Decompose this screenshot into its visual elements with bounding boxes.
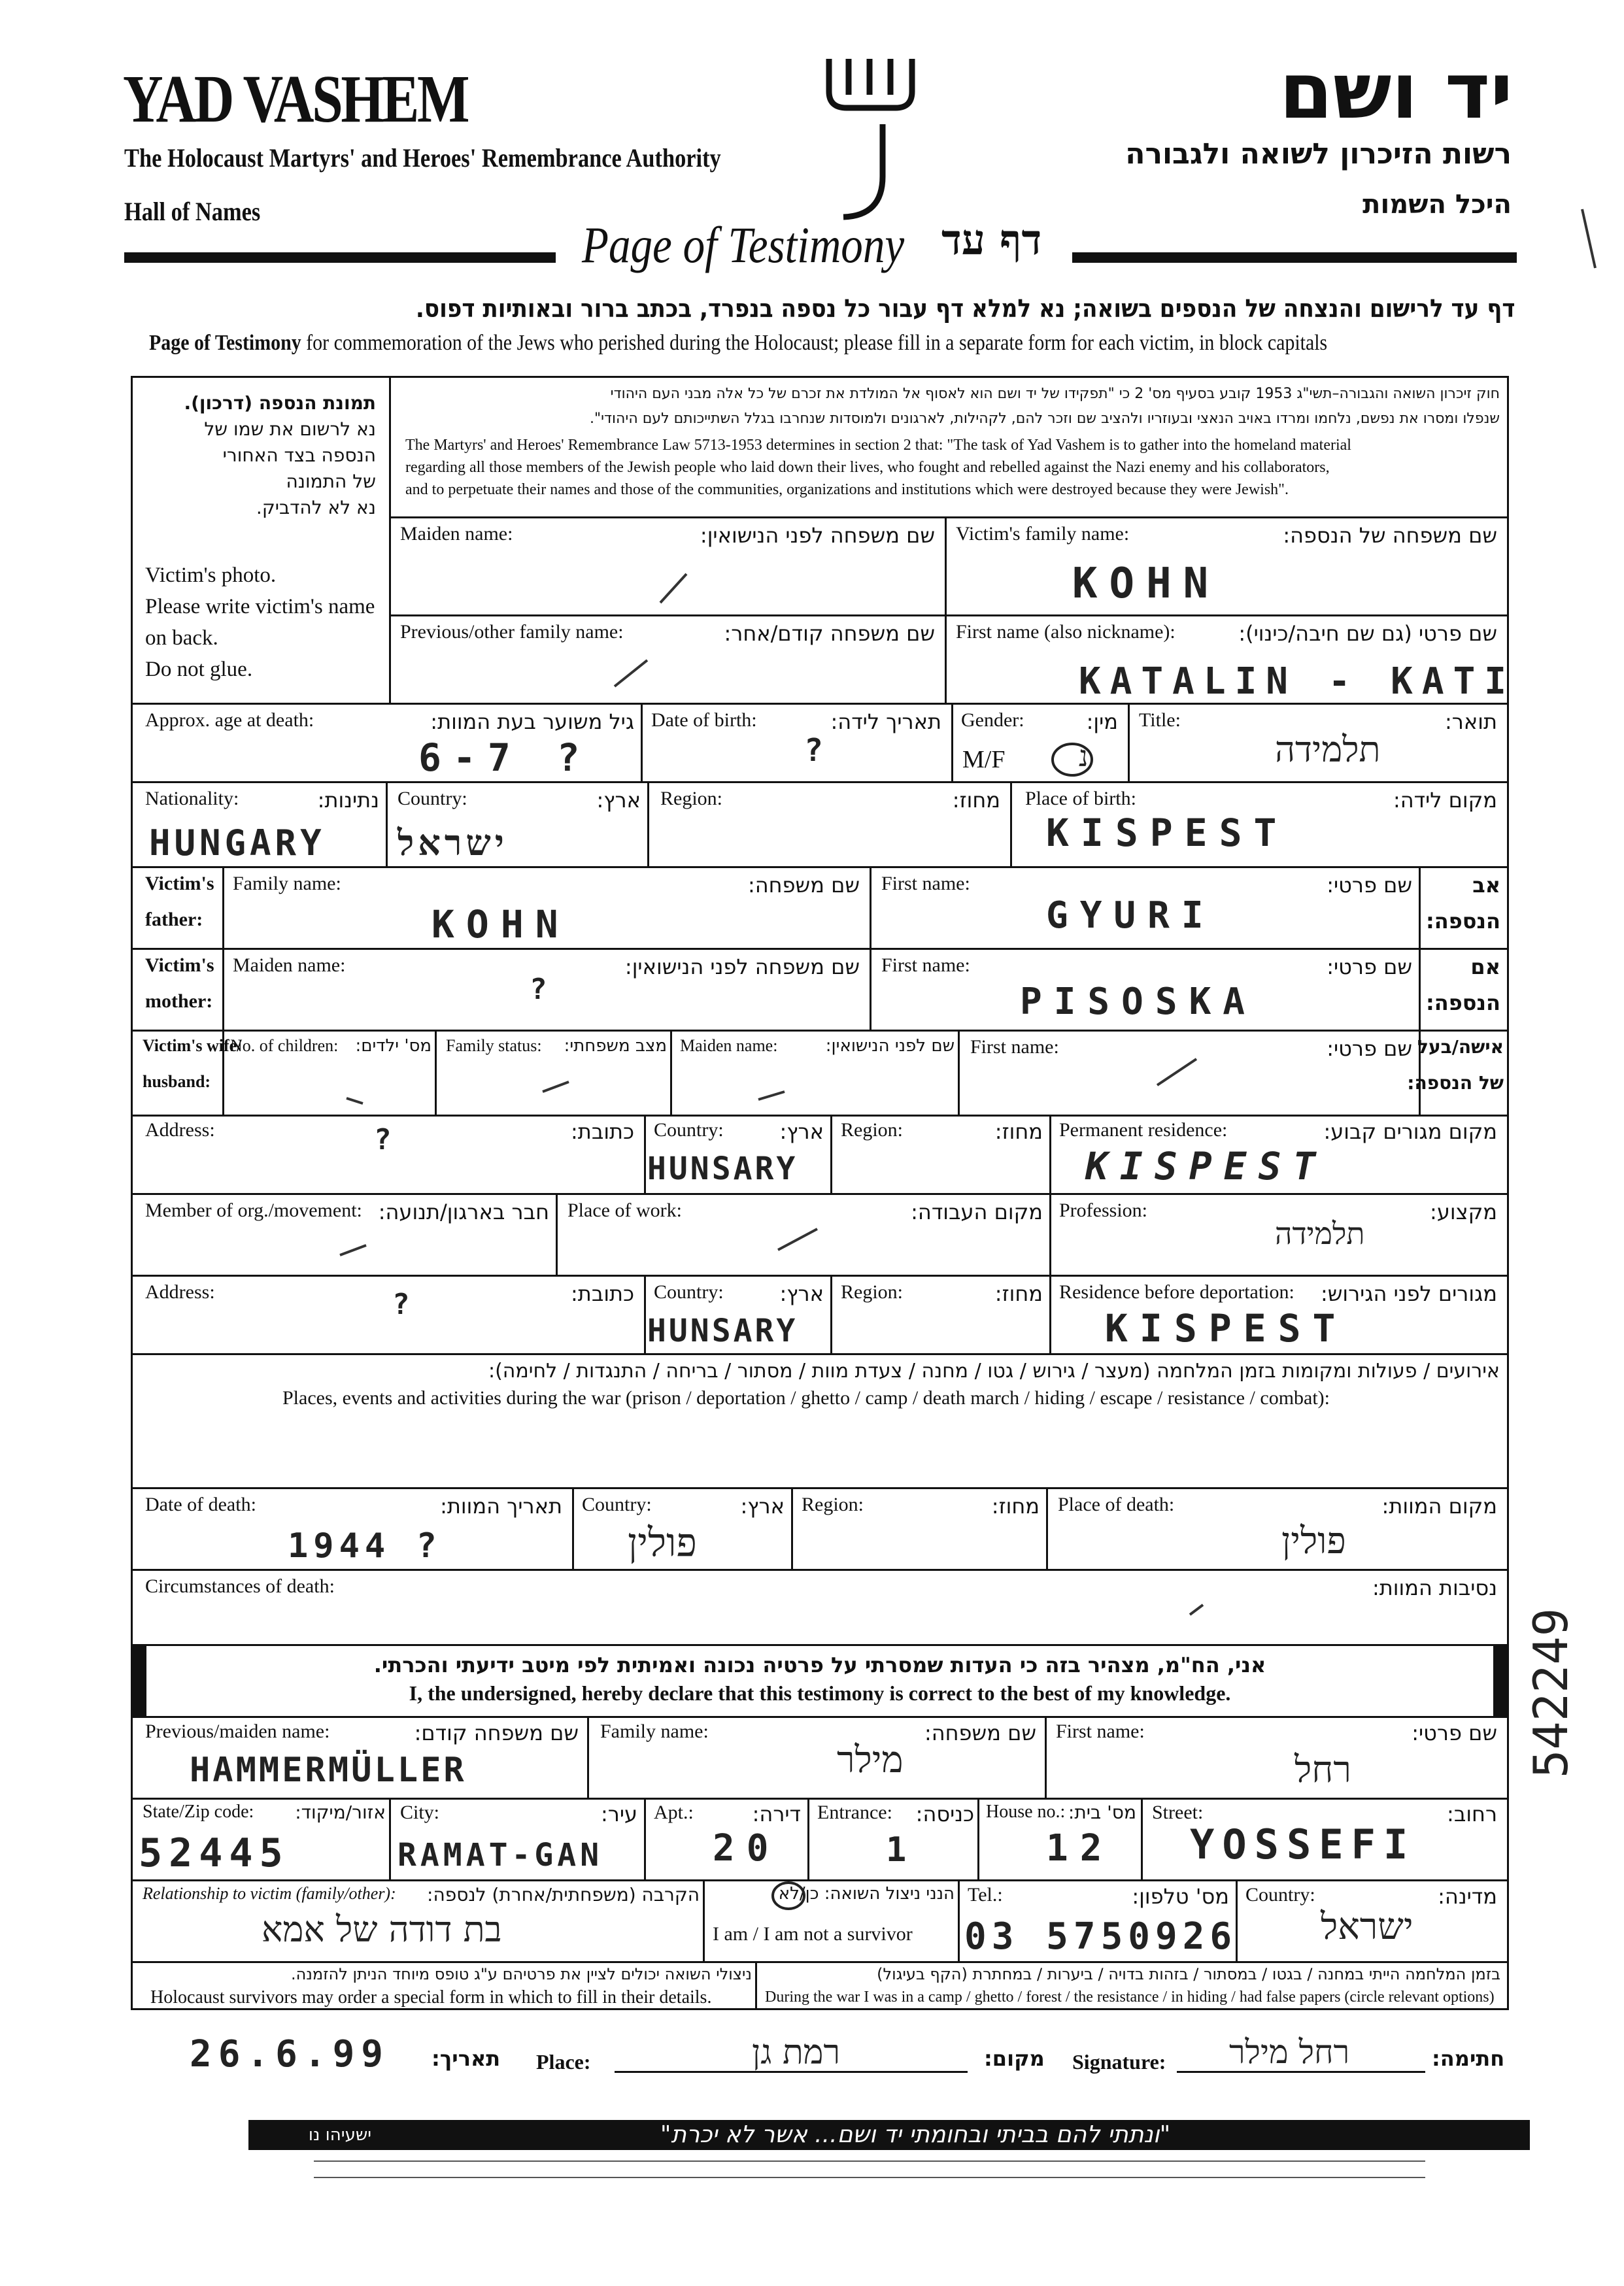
- father-first-label-he: שם פרטי:: [1327, 873, 1412, 898]
- footer-quote: "ונתתי להם בביתי ובחומתי יד ושם... אשר לא יכרת": [660, 2121, 1171, 2148]
- page-title-en: Page of Testimony: [582, 216, 905, 273]
- footer-source: ישעיהו נו: [308, 2125, 372, 2145]
- date-label-he: תאריך:: [431, 2046, 501, 2071]
- pob-value[interactable]: KISPEST: [1046, 811, 1289, 855]
- perm-res-label: Permanent residence:: [1059, 1119, 1228, 1141]
- region2-label-he: מחוז:: [994, 1281, 1043, 1306]
- fstatus-label-he: מצב משפחתי:: [564, 1036, 667, 1056]
- mother-first-label: First name:: [881, 954, 970, 976]
- place-label-he: מקום:: [984, 2046, 1045, 2071]
- survivor-label-he: הנני ניצול השואה: כן/לא: [778, 1884, 955, 1904]
- title-value[interactable]: תלמידה: [1275, 729, 1381, 770]
- spouse-maiden-label-he: שם לפני הנישואין:: [825, 1036, 955, 1056]
- address1-label-he: כתובת:: [571, 1119, 634, 1144]
- prev-name-label: Previous/other family name:: [400, 621, 624, 643]
- date-value[interactable]: 26.6.99: [190, 2033, 390, 2076]
- mother-maiden-label: Maiden name:: [233, 954, 346, 976]
- country3-label-he: מדינה:: [1438, 1884, 1497, 1909]
- work-label: Place of work:: [567, 1200, 682, 1221]
- apt-label-he: דירה:: [752, 1802, 801, 1826]
- house-label-he: מס' בית:: [1068, 1802, 1136, 1823]
- nationality-label-he: נתינות:: [317, 788, 379, 813]
- events-label-he: אירועים / פעולות ומקומות בזמן המלחמה (מעצר / גירוש / גטו / מחנה / צעדת מוות / מסתור / בריחה / התנגדות / לחימה):: [488, 1360, 1500, 1383]
- spouse-label-he-1: אישה/בעל: [1417, 1036, 1504, 1058]
- tel-label: Tel.:: [968, 1884, 1003, 1906]
- region1-label: Region:: [841, 1119, 903, 1141]
- country-label: Country:: [398, 788, 467, 809]
- camp-label-en: During the war I was in a camp / ghetto / forest / the resistance / in hiding / had false papers (circle relevant options): [765, 1989, 1495, 2006]
- relation-label-he: הקרבה (משפחתית/אחרת) לנספה:: [427, 1884, 700, 1906]
- country-label-he: ארץ:: [596, 788, 641, 813]
- region-label: Region:: [660, 788, 722, 809]
- res-before-label: Residence before deportation:: [1059, 1281, 1294, 1303]
- sub-family-value[interactable]: מילר: [837, 1739, 904, 1781]
- photo-note-en-2: Please write victim's name: [145, 595, 375, 618]
- dod-region-label-he: מחוז:: [991, 1494, 1040, 1519]
- dod-country-label: Country:: [582, 1494, 652, 1515]
- spouse-label-he-2: של הנספה:: [1407, 1072, 1504, 1094]
- nationality-label: Nationality:: [145, 788, 239, 809]
- prof-label-he: מקצוע:: [1430, 1200, 1497, 1224]
- region1-label-he: מחוז:: [994, 1119, 1043, 1144]
- address2-value[interactable]: ?: [392, 1288, 422, 1321]
- mother-label-he-2: הנספה:: [1425, 990, 1500, 1015]
- country2-label-he: ארץ:: [779, 1281, 824, 1306]
- country2-label: Country:: [654, 1281, 724, 1303]
- title-label-he: תואר:: [1445, 709, 1497, 734]
- order-label-en: Holocaust survivors may order a special form in which to fill in their details.: [150, 1987, 712, 2008]
- dod-country-value[interactable]: פולין: [628, 1520, 697, 1566]
- nationality-value[interactable]: HUNGARY: [149, 822, 326, 864]
- work-label-he: מקום העבודה:: [911, 1200, 1043, 1224]
- country1-value[interactable]: HUNSARY: [647, 1151, 798, 1187]
- pod-label-he: מקום המוות:: [1381, 1494, 1497, 1519]
- country1-label-he: ארץ:: [779, 1119, 824, 1144]
- dod-label: Date of death:: [145, 1494, 256, 1515]
- photo-note-he-2: נא לרשום את שמו של: [204, 418, 376, 440]
- org-name-en: YAD VASHEM: [123, 61, 468, 137]
- prev-name-label-he: שם משפחה קודם/אחר:: [724, 621, 935, 646]
- father-label-1: Victim's: [145, 873, 214, 894]
- address2-label-he: כתובת:: [571, 1281, 634, 1306]
- authority-name-he: רשות הזיכרון לשואה ולגבורה: [1125, 137, 1512, 171]
- org-name-he: יד ושם: [1279, 46, 1513, 136]
- street-label: Street:: [1152, 1802, 1204, 1823]
- entrance-label: Entrance:: [817, 1802, 892, 1823]
- country2-value[interactable]: HUNSARY: [647, 1313, 798, 1349]
- mother-label-1: Victim's: [145, 954, 214, 976]
- sub-prev-label: Previous/maiden name:: [145, 1721, 330, 1742]
- circ-label: Circumstances of death:: [145, 1575, 335, 1597]
- mother-first-value[interactable]: PISOSKA: [1020, 981, 1257, 1023]
- first-name-label-he: שם פרטי (גם שם חיבה/כינוי):: [1238, 621, 1497, 646]
- father-first-label: First name:: [881, 873, 970, 894]
- circ-label-he: נסיבות המוות:: [1372, 1575, 1497, 1600]
- house-value[interactable]: 12: [1046, 1827, 1114, 1870]
- photo-note-en-3: on back.: [145, 626, 218, 650]
- survivor-label-en: I am / I am not a survivor: [713, 1923, 913, 1945]
- member-label-he: חבר בארגון/תנועה:: [378, 1200, 549, 1224]
- region2-label: Region:: [841, 1281, 903, 1303]
- page-title-he: דף עד: [941, 216, 1042, 265]
- sub-family-label: Family name:: [600, 1721, 709, 1742]
- street-label-he: רחוב:: [1447, 1802, 1497, 1826]
- place-value[interactable]: רמת גן: [752, 2033, 841, 2072]
- mother-label-he-1: אם: [1470, 954, 1500, 979]
- dob-label-he: תאריך לידה:: [830, 709, 941, 734]
- dod-value[interactable]: 1944 ?: [288, 1526, 442, 1566]
- intro-en-bold: Page of Testimony: [149, 331, 301, 355]
- dod-country-label-he: ארץ:: [740, 1494, 785, 1519]
- law-text-en-2: regarding all those members of the Jewish people who laid down their lives, who fought and rebelled against the Nazi enemy and his collaborators,: [405, 459, 1330, 476]
- apt-label: Apt.:: [654, 1802, 694, 1823]
- country-value[interactable]: ישראל: [398, 822, 508, 864]
- signature-label: Signature:: [1072, 2050, 1166, 2074]
- region-label-he: מחוז:: [952, 788, 1000, 813]
- intro-en-rest: for commemoration of the Jews who perished during the Holocaust; please fill in a separate form for each victim, in block capitals: [306, 331, 1328, 355]
- family-name-value[interactable]: KOHN: [1072, 560, 1221, 608]
- apt-value[interactable]: 20: [713, 1827, 781, 1870]
- member-label: Member of org./movement:: [145, 1200, 362, 1221]
- declaration-en: I, the undersigned, hereby declare that this testimony is correct to the best of my knowledge.: [409, 1681, 1231, 1705]
- mother-maiden-value[interactable]: ?: [530, 973, 559, 1006]
- law-text-he-2: שנפלו ומסרו את נפשם, נלחמו ומרדו באויב הנאצי ובעוזריו ולהציב שם וזכר להם, לקהילות, לארגונים ולמוסדות שנחרבו בגלל השתייכותם לעם היהודי".: [590, 411, 1500, 427]
- pod-label: Place of death:: [1058, 1494, 1175, 1515]
- fstatus-label: Family status:: [446, 1036, 542, 1055]
- sub-first-label-he: שם פרטי:: [1412, 1721, 1497, 1745]
- spouse-label-2: husband:: [143, 1072, 211, 1091]
- city-value[interactable]: RAMAT-GAN: [398, 1837, 603, 1874]
- father-label-he-2: הנספה:: [1425, 909, 1500, 933]
- mother-first-label-he: שם פרטי:: [1327, 954, 1412, 979]
- entrance-value[interactable]: 1: [886, 1830, 919, 1870]
- law-text-he-1: חוק זיכרון השואה והגבורה–תשי"ג 1953 קובע בסעיף מס' 2 כי "תפקידו של יד ושם הוא לאסוף אל המולדת את זכרם של כל אלה מבני העם היהודי: [610, 386, 1500, 402]
- first-name-label: First name (also nickname):: [956, 621, 1176, 643]
- events-label-en: Places, events and activities during the war (prison / deportation / ghetto / camp / death march / hiding / escape / resistance / combat):: [282, 1387, 1330, 1409]
- photo-note-en-4: Do not glue.: [145, 658, 253, 681]
- mother-label-2: mother:: [145, 990, 213, 1012]
- res-before-label-he: מגורים לפני הגירוש:: [1320, 1281, 1497, 1306]
- gender-options: M/F: [962, 746, 1006, 773]
- sub-family-label-he: שם משפחה:: [924, 1721, 1036, 1745]
- law-text-en-1: The Martyrs' and Heroes' Remembrance Law 5713-1953 determines in section 2 that: "The task of Yad Vashem is to gather into the homeland material: [405, 437, 1351, 454]
- zip-value[interactable]: 52445: [139, 1830, 290, 1876]
- maiden-name-label: Maiden name:: [400, 523, 513, 545]
- pob-label-he: מקום לידה:: [1393, 788, 1497, 813]
- pod-value[interactable]: פולין: [1281, 1520, 1346, 1562]
- country3-value[interactable]: ישראל: [1321, 1906, 1413, 1948]
- relation-label: Relationship to victim (family/other):: [143, 1884, 396, 1903]
- intro-he: דף עד לרישום והנצחה של הנספים בשואה; נא למלא דף עבור כל נספה בנפרד, בכתב ברור ובאותיות דפוס.: [416, 294, 1515, 323]
- order-label-he: ניצולי השואה יכולים לציין את פרטיהם ע"ג טופס מיוחד הניתן להזמנה.: [291, 1965, 752, 1983]
- age-label-he: גיל משוער בעת המוות:: [430, 709, 634, 734]
- title-label: Title:: [1139, 709, 1181, 731]
- father-first-value[interactable]: GYURI: [1046, 894, 1215, 937]
- first-name-value[interactable]: KATALIN - KATI: [1079, 660, 1516, 703]
- tel-value[interactable]: 03 5750926: [964, 1915, 1238, 1958]
- dob-label: Date of birth:: [651, 709, 757, 731]
- father-label-he-1: אב: [1472, 873, 1500, 898]
- hall-of-names-en: Hall of Names: [124, 197, 261, 226]
- law-text-en-3: and to perpetuate their names and those of the communities, organizations and institutions which were destroyed because they were Jewish".: [405, 481, 1289, 498]
- photo-note-he-5: נא לא להדביק.: [256, 497, 376, 518]
- gender-label: Gender:: [961, 709, 1024, 731]
- country3-label: Country:: [1245, 1884, 1315, 1906]
- family-name-label: Victim's family name:: [956, 523, 1130, 545]
- family-name-label-he: שם משפחה של הנספה:: [1283, 523, 1497, 548]
- gender-mark[interactable]: נ: [1079, 740, 1089, 773]
- photo-note-he-1: תמונת הנספה (דרכון).: [184, 392, 376, 414]
- spouse-maiden-label: Maiden name:: [680, 1036, 778, 1055]
- perm-res-label-he: מקום מגורים קבוע:: [1323, 1119, 1497, 1144]
- address1-value[interactable]: ?: [374, 1123, 403, 1156]
- father-family-label-he: שם משפחה:: [747, 873, 860, 898]
- signature-label-he: חתימה:: [1432, 2046, 1505, 2071]
- sub-first-label: First name:: [1056, 1721, 1145, 1742]
- zip-label: State/Zip code:: [143, 1802, 254, 1822]
- declaration-he: אני, הח"מ, מצהיר בזה כי העדות שמסרתי על פרטיה נכונה ואמיתית לפי מיטב ידיעתי והכרתי.: [373, 1653, 1266, 1677]
- res-before-value[interactable]: KISPEST: [1105, 1306, 1347, 1351]
- father-family-value[interactable]: KOHN: [431, 902, 570, 947]
- maiden-name-label-he: שם משפחה לפני הנישואין:: [700, 523, 935, 548]
- city-label-he: עיר:: [600, 1802, 637, 1826]
- father-label-2: father:: [145, 909, 203, 930]
- camp-label-he: בזמן המלחמה הייתי במחנה / בגטו / במסתור / בזהות בדויה / ביערות / במחתרת (הקף בעיגול): [877, 1965, 1500, 1983]
- age-value[interactable]: 6-7 ?: [418, 735, 592, 780]
- tel-label-he: מס' טלפון:: [1132, 1884, 1229, 1909]
- children-label: No. of children:: [230, 1036, 339, 1055]
- dob-value[interactable]: ?: [804, 732, 835, 769]
- signature-value[interactable]: רחל מילר: [1229, 2033, 1350, 2071]
- mother-maiden-label-he: שם משפחה לפני הנישואין:: [624, 954, 860, 979]
- perm-res-value[interactable]: KISPEST: [1085, 1144, 1328, 1188]
- city-label: City:: [400, 1802, 440, 1823]
- spouse-first-label-he: שם פרטי:: [1327, 1036, 1412, 1061]
- country1-label: Country:: [654, 1119, 724, 1141]
- place-label: Place:: [536, 2050, 591, 2074]
- photo-note-he-4: של התמונה: [286, 471, 376, 492]
- hall-of-names-he: היכל השמות: [1362, 190, 1512, 220]
- sub-prev-label-he: שם משפחה קודם:: [414, 1721, 579, 1745]
- spouse-label-1: Victim's wife/: [143, 1036, 242, 1055]
- sub-first-value[interactable]: רחל: [1294, 1749, 1351, 1791]
- age-label: Approx. age at death:: [145, 709, 314, 731]
- sub-prev-value[interactable]: HAMMERMÜLLER: [190, 1751, 467, 1790]
- side-number: 542249: [1523, 1607, 1578, 1778]
- house-label: House no.:: [986, 1802, 1066, 1822]
- spouse-first-label: First name:: [970, 1036, 1059, 1058]
- photo-note-en-1: Victim's photo.: [145, 563, 277, 587]
- prof-value[interactable]: תלמידה: [1275, 1216, 1365, 1251]
- street-value[interactable]: YOSSEFI: [1190, 1821, 1416, 1868]
- entrance-label-he: כניסה:: [915, 1802, 974, 1826]
- address1-label: Address:: [145, 1119, 215, 1141]
- prof-label: Profession:: [1059, 1200, 1147, 1221]
- relation-value[interactable]: בת דודה של אמא: [262, 1909, 502, 1950]
- children-label-he: מס' ילדים:: [355, 1036, 431, 1056]
- dod-region-label: Region:: [802, 1494, 864, 1515]
- gender-label-he: מין:: [1086, 709, 1118, 734]
- father-family-label: Family name:: [233, 873, 341, 894]
- authority-name-en: The Holocaust Martyrs' and Heroes' Remembrance Authority: [124, 143, 721, 173]
- pob-label: Place of birth:: [1025, 788, 1136, 809]
- zip-label-he: אזור/מיקוד:: [295, 1802, 386, 1823]
- photo-note-he-3: הנספה בצד האחורי: [222, 445, 376, 466]
- dod-label-he: תאריך המוות:: [440, 1494, 562, 1519]
- address2-label: Address:: [145, 1281, 215, 1303]
